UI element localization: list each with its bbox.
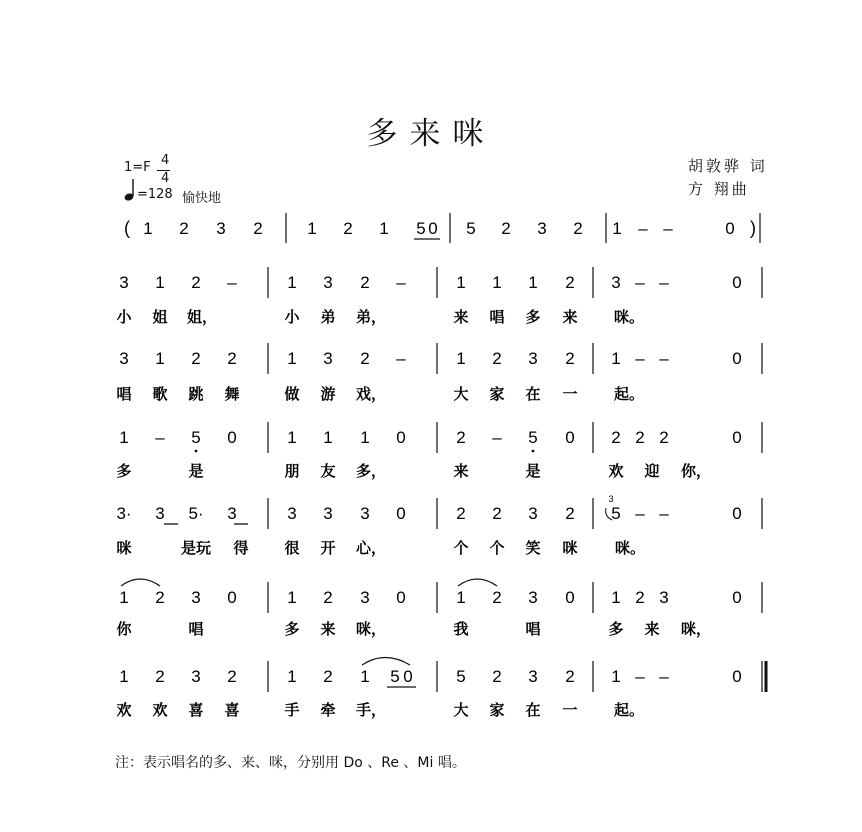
song-title: 多来咪 — [366, 116, 496, 152]
lyric-word: 唱 — [525, 620, 541, 638]
lyric-word: 唱 — [188, 620, 204, 638]
lyric-word: 咪 — [562, 539, 578, 557]
lyric-word: 一 — [562, 385, 578, 403]
note-digit: – — [659, 504, 669, 523]
key-signature: 1=F — [124, 160, 151, 175]
note-digit: 2 — [492, 504, 502, 523]
note-digit: 5 — [456, 667, 466, 686]
intro-note: 1 — [379, 219, 389, 238]
lyric-word: 友 — [320, 462, 336, 480]
note-digit: 5· — [188, 504, 204, 523]
lyric-word: 起。 — [613, 701, 645, 719]
lyric-word: 来 — [320, 620, 336, 638]
note-digit: 2 — [492, 667, 502, 686]
lyricist-credit: 胡敦骅 词 — [688, 157, 768, 175]
note-digit: 3 — [323, 504, 333, 523]
lyric-word: 小 — [116, 308, 132, 326]
lyric-word: 唱 — [116, 385, 132, 403]
lyric-word: 游 — [320, 385, 336, 403]
note-digit: 2 — [155, 588, 165, 607]
note-digit: 3 — [191, 588, 201, 607]
lyric-word: 个 — [489, 539, 505, 557]
note-digit: 1 — [456, 273, 466, 292]
note-digit: 2 — [492, 588, 502, 607]
note-digit: 0 — [732, 504, 742, 523]
note-digit: 1 — [287, 428, 297, 447]
note-digit: – — [396, 349, 406, 368]
note-digit: 3 — [528, 349, 538, 368]
intro-note: 2 — [501, 219, 511, 238]
note-digit: 2 — [565, 667, 575, 686]
note-digit: 2 — [611, 428, 621, 447]
lyric-word: 你， — [680, 462, 712, 480]
note-digit: 1 — [360, 428, 370, 447]
note-digit: 5 — [528, 428, 538, 447]
note-digit: – — [492, 428, 502, 447]
lyric-word: 多 — [284, 620, 300, 638]
note-digit: 1 — [611, 349, 621, 368]
lyric-word: 多 — [116, 462, 132, 480]
lyric-word: 舞 — [224, 385, 240, 403]
note-digit: 3 — [323, 349, 333, 368]
intro-note: 5 — [416, 219, 426, 238]
lyric-word: 歌 — [152, 385, 168, 403]
lyric-word: 心， — [355, 539, 387, 557]
note-digit: 1 — [287, 588, 297, 607]
lyric-word: 是 — [188, 462, 204, 480]
note-digit: 1 — [323, 428, 333, 447]
intro-note: 0 — [428, 219, 438, 238]
note-digit: – — [635, 273, 645, 292]
note-digit: 3 — [360, 588, 370, 607]
lyric-word: 多， — [355, 462, 387, 480]
lyric-word: 开 — [320, 539, 336, 557]
intro-note: 0 — [725, 219, 735, 238]
note-digit: 0 — [403, 667, 413, 686]
note-digit: 2 — [635, 428, 645, 447]
note-digit: 3 — [528, 588, 538, 607]
note-digit: 1 — [119, 667, 129, 686]
time-signature-bottom: 4 — [161, 171, 170, 186]
note-digit: 2 — [565, 349, 575, 368]
note-digit: 1 — [287, 273, 297, 292]
footnote: 注：表示唱名的多、来、咪，分别用 Do 、Re 、Mi 唱。 — [115, 755, 466, 771]
note-digit: 3 — [611, 273, 621, 292]
lyric-word: 个 — [453, 539, 469, 557]
lyric-word: 笑 — [525, 539, 541, 557]
note-digit: 0 — [565, 428, 575, 447]
expression-mark: 愉快地 — [182, 191, 222, 206]
lyric-word: 跳 — [188, 385, 204, 403]
note-digit: 3 — [227, 504, 237, 523]
note-digit: – — [659, 349, 669, 368]
lyric-word: 姐 — [152, 308, 168, 326]
composer-credit: 方 翔曲 — [688, 180, 750, 198]
note-digit: 0 — [227, 588, 237, 607]
grace-note: 3 — [608, 494, 614, 504]
intro-note: 2 — [343, 219, 353, 238]
lyric-word: 起。 — [613, 385, 645, 403]
intro-note: 3 — [216, 219, 226, 238]
lyric-word: 喜 — [224, 701, 240, 719]
lyric-word: 家 — [489, 701, 505, 719]
note-digit: 0 — [396, 428, 406, 447]
lyric-word: 一 — [562, 701, 578, 719]
lyric-word: 欢 — [116, 701, 132, 719]
note-digit: 2 — [323, 667, 333, 686]
lyric-word: 小 — [284, 308, 300, 326]
lyric-word: 多 — [608, 620, 624, 638]
note-digit: – — [635, 349, 645, 368]
note-digit: 1 — [456, 349, 466, 368]
note-digit: – — [635, 667, 645, 686]
intro-note: 1 — [143, 219, 153, 238]
low-octave-dot — [532, 450, 535, 453]
lyric-word: 来 — [644, 620, 660, 638]
lyric-word: 大 — [453, 701, 469, 719]
note-digit: 0 — [732, 428, 742, 447]
lyric-word: 家 — [489, 385, 505, 403]
lyric-word: 在 — [525, 385, 541, 403]
note-digit: 2 — [323, 588, 333, 607]
note-digit: 0 — [396, 504, 406, 523]
note-digit: 1 — [492, 273, 502, 292]
intro-note: – — [638, 219, 648, 238]
note-digit: 1 — [611, 667, 621, 686]
note-digit: 1 — [456, 588, 466, 607]
note-digit: 0 — [732, 667, 742, 686]
lyric-word: 是玩 — [180, 539, 212, 557]
note-digit: 2 — [565, 273, 575, 292]
lyric-word: 牵 — [320, 701, 336, 719]
lyric-word: 弟 — [320, 308, 336, 326]
note-digit: 5 — [390, 667, 400, 686]
note-digit: 1 — [611, 588, 621, 607]
note-digit: 0 — [565, 588, 575, 607]
note-digit: 3 — [155, 504, 165, 523]
intro-note: 5 — [466, 219, 476, 238]
note-digit: 3· — [116, 504, 132, 523]
lyric-word: 咪。 — [613, 308, 645, 326]
lyric-word: 我 — [453, 620, 469, 638]
time-signature-top: 4 — [161, 153, 170, 168]
note-digit: 2 — [360, 349, 370, 368]
note-digit: 3 — [287, 504, 297, 523]
note-digit: 0 — [396, 588, 406, 607]
note-digit: 2 — [360, 273, 370, 292]
note-digit: 0 — [227, 428, 237, 447]
lyric-word: 欢 — [608, 462, 624, 480]
note-digit: – — [659, 667, 669, 686]
lyric-word: 多 — [525, 308, 541, 326]
note-digit: 1 — [287, 349, 297, 368]
note-digit: – — [155, 428, 165, 447]
intro-paren-close: ) — [750, 218, 756, 238]
note-digit: 0 — [732, 588, 742, 607]
lyric-word: 得 — [233, 539, 249, 557]
lyric-word: 迎 — [644, 462, 660, 480]
note-digit: 1 — [155, 349, 165, 368]
lyric-word: 唱 — [489, 308, 505, 326]
lyric-word: 来 — [453, 462, 469, 480]
intro-note: 2 — [179, 219, 189, 238]
intro-note: – — [663, 219, 673, 238]
note-digit: 2 — [191, 273, 201, 292]
lyric-word: 是 — [525, 462, 541, 480]
note-digit: 2 — [635, 588, 645, 607]
lyric-word: 来 — [562, 308, 578, 326]
lyric-word: 咪。 — [614, 539, 646, 557]
note-digit: 2 — [227, 667, 237, 686]
note-digit: 3 — [528, 504, 538, 523]
tempo-mark: =128 — [137, 187, 173, 202]
lyric-word: 朋 — [284, 462, 300, 480]
note-digit: 1 — [528, 273, 538, 292]
lyric-word: 欢 — [152, 701, 168, 719]
intro-note: 2 — [253, 219, 263, 238]
lyric-word: 手 — [284, 701, 300, 719]
lyric-word: 咪， — [355, 620, 387, 638]
note-digit: 2 — [227, 349, 237, 368]
note-digit: 5 — [191, 428, 201, 447]
lyric-word: 姐， — [186, 308, 218, 326]
note-digit: – — [635, 504, 645, 523]
note-digit: 3 — [659, 588, 669, 607]
note-digit: 0 — [732, 273, 742, 292]
slur — [362, 658, 410, 666]
note-digit: – — [396, 273, 406, 292]
lyric-word: 大 — [453, 385, 469, 403]
slur — [121, 579, 160, 586]
intro-note: 1 — [612, 219, 622, 238]
note-digit: 3 — [323, 273, 333, 292]
lyric-word: 你 — [116, 620, 132, 638]
note-digit: 2 — [565, 504, 575, 523]
note-digit: 3 — [528, 667, 538, 686]
intro-note: 3 — [537, 219, 547, 238]
note-digit: 3 — [191, 667, 201, 686]
lyric-word: 做 — [284, 385, 300, 403]
note-digit: 2 — [456, 504, 466, 523]
note-digit: 1 — [155, 273, 165, 292]
lyric-word: 弟， — [355, 308, 387, 326]
note-digit: 3 — [119, 349, 129, 368]
note-digit: 1 — [287, 667, 297, 686]
note-digit: – — [227, 273, 237, 292]
intro-paren-open: ( — [124, 218, 130, 238]
note-digit: 2 — [659, 428, 669, 447]
low-octave-dot — [195, 450, 198, 453]
note-digit: 1 — [360, 667, 370, 686]
note-digit: 2 — [492, 349, 502, 368]
lyric-word: 喜 — [188, 701, 204, 719]
note-digit: 3 — [360, 504, 370, 523]
note-digit: 2 — [191, 349, 201, 368]
lyric-word: 来 — [453, 308, 469, 326]
lyric-word: 在 — [525, 701, 541, 719]
lyric-word: 咪 — [116, 539, 132, 557]
note-digit: 5 — [611, 504, 621, 523]
lyric-word: 很 — [284, 539, 300, 557]
note-digit: 0 — [732, 349, 742, 368]
lyric-word: 戏， — [355, 385, 387, 403]
note-digit: 2 — [456, 428, 466, 447]
note-digit: – — [659, 273, 669, 292]
intro-note: 2 — [573, 219, 583, 238]
note-digit: 3 — [119, 273, 129, 292]
note-digit: 1 — [119, 428, 129, 447]
lyric-word: 手， — [355, 701, 387, 719]
slur — [458, 579, 497, 586]
note-digit: 2 — [155, 667, 165, 686]
note-digit: 1 — [119, 588, 129, 607]
intro-note: 1 — [307, 219, 317, 238]
lyric-word: 咪， — [680, 620, 712, 638]
